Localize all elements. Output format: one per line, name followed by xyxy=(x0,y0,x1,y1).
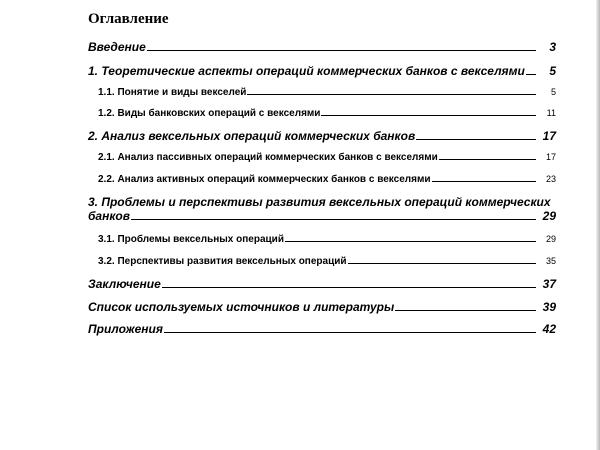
toc-leader xyxy=(164,332,536,333)
toc-entry-chapter-1[interactable] xyxy=(88,64,556,79)
toc-page-number: 11 xyxy=(546,108,556,118)
toc-entry-appendices[interactable] xyxy=(88,322,556,337)
toc-title: Оглавление xyxy=(88,11,169,27)
toc-entry-label: 1. Теоретические аспекты операций коммерческих банков с векселями xyxy=(88,64,525,78)
toc-entry-section-3-1[interactable] xyxy=(98,233,556,246)
toc-entry-label: 1.1. Понятие и виды векселей xyxy=(98,87,247,98)
toc-entry-section-3-2[interactable] xyxy=(98,255,556,268)
toc-entry-label: 2. Анализ вексельных операций коммерческих банков xyxy=(88,129,416,143)
toc-page-number: 29 xyxy=(542,209,556,223)
toc-leader xyxy=(162,287,536,288)
toc-entry-label: 3.1. Проблемы вексельных операций xyxy=(98,234,284,245)
toc-page-number: 5 xyxy=(549,64,556,78)
toc-entry-label: 1.2. Виды банковских операций с векселями xyxy=(98,108,321,119)
toc-page-number: 42 xyxy=(542,322,556,336)
toc-leader xyxy=(432,181,537,182)
toc-entry-section-2-2[interactable] xyxy=(98,173,556,186)
toc-page-number: 35 xyxy=(545,256,556,266)
toc-entry-label: Приложения xyxy=(88,322,163,336)
toc-leader xyxy=(439,159,536,160)
toc-leader xyxy=(285,241,536,242)
toc-page-number: 39 xyxy=(542,300,556,314)
page-edge-shadow xyxy=(596,0,600,450)
toc-entry-label: Введение xyxy=(88,40,146,54)
toc-page-number: 37 xyxy=(542,277,556,291)
toc-leader xyxy=(247,94,536,95)
toc-entry-label: 2.1. Анализ пассивных операций коммерческих банков с векселями xyxy=(98,152,438,163)
toc-leader xyxy=(395,310,536,311)
toc-entry-section-1-1[interactable] xyxy=(98,86,556,99)
toc-entry-chapter-2[interactable] xyxy=(88,129,556,144)
toc-leader xyxy=(147,50,536,51)
toc-entry-chapter-3[interactable] xyxy=(88,195,556,223)
toc-page-number: 23 xyxy=(545,174,556,184)
toc-entry-line2 xyxy=(88,209,556,223)
toc-leader xyxy=(416,139,536,140)
toc-page-number: 5 xyxy=(550,87,556,97)
toc-entry-references[interactable] xyxy=(88,300,556,315)
toc-entry-label: Список используемых источников и литературы xyxy=(88,300,395,314)
toc-leader xyxy=(526,74,536,75)
toc-entry-conclusion[interactable] xyxy=(88,277,556,292)
toc-entry-label: 2.2. Анализ активных операций коммерческих банков с векселями xyxy=(98,174,431,185)
toc-page-number: 17 xyxy=(542,129,556,143)
toc-entry-label: 3.2. Перспективы развития вексельных операций xyxy=(98,256,347,267)
toc-page-number: 29 xyxy=(545,234,556,244)
toc-page-number: 3 xyxy=(549,40,556,54)
toc-entry-introduction[interactable] xyxy=(88,40,556,55)
toc-entry-section-1-2[interactable] xyxy=(98,107,556,120)
toc-leader xyxy=(321,115,536,116)
toc-page-number: 17 xyxy=(545,152,556,162)
toc-leader xyxy=(131,219,536,220)
toc-entry-label-line2: банков xyxy=(88,209,131,223)
toc-leader xyxy=(348,263,536,264)
toc-entry-label: Заключение xyxy=(88,277,161,291)
toc-entry-label-line1: 3. Проблемы и перспективы развития вексельных операций коммерческих xyxy=(88,195,551,209)
toc-entry-section-2-1[interactable] xyxy=(98,151,556,164)
